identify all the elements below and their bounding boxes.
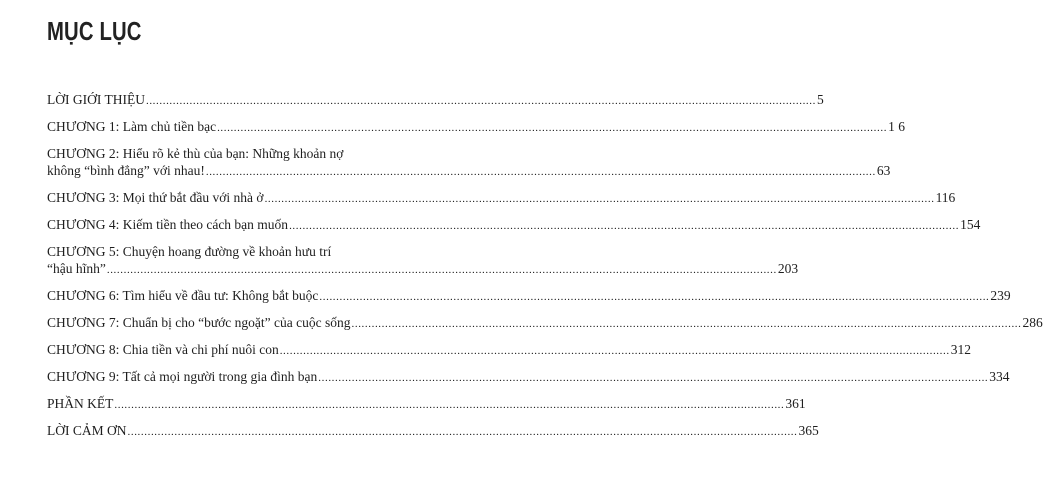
toc-entry-title-line1: CHƯƠNG 2: Hiểu rõ kẻ thù của bạn: Những khoản nợ: [47, 146, 344, 161]
toc-entry: [47, 287, 1011, 306]
toc-entry-title: PHẦN KẾT: [47, 396, 114, 411]
toc-entry: [47, 368, 1010, 387]
toc-entry: [47, 341, 971, 360]
dot-leader: ........................................................................................................................................................................................................: [289, 220, 960, 232]
dot-leader: ........................................................................................................................................................................................................: [351, 318, 1022, 330]
toc-entry: [47, 314, 1043, 333]
toc-page-number: 365: [798, 423, 819, 438]
toc-entry-title: CHƯƠNG 6: Tìm hiểu về đầu tư: Không bắt buộc: [47, 288, 319, 303]
toc-page-number: 154: [960, 217, 981, 232]
dot-leader: ........................................................................................................................................................................................................: [205, 166, 876, 178]
toc-entry-title: CHƯƠNG 9: Tất cả mọi người trong gia đình bạn: [47, 369, 318, 384]
dot-leader: ........................................................................................................................................................................................................: [279, 345, 950, 357]
toc-entry: [47, 145, 891, 181]
toc-page-number: 63: [876, 163, 891, 178]
toc-page-number: 361: [785, 396, 806, 411]
toc-entry-title-line1: CHƯƠNG 5: Chuyện hoang đường về khoản hưu trí: [47, 244, 332, 259]
dot-leader: ........................................................................................................................................................................................................: [318, 372, 989, 384]
toc-entry: [47, 118, 905, 137]
toc-entry-title: CHƯƠNG 3: Mọi thứ bắt đầu với nhà ở: [47, 190, 264, 205]
dot-leader: ........................................................................................................................................................................................................: [106, 264, 777, 276]
toc-entry: [47, 243, 799, 279]
toc-page-number: 286: [1022, 315, 1043, 330]
dot-leader: ........................................................................................................................................................................................................: [127, 426, 798, 438]
toc-page-number: 116: [935, 190, 956, 205]
dot-leader: ........................................................................................................................................................................................................: [145, 95, 816, 107]
toc-entry-title: CHƯƠNG 4: Kiếm tiền theo cách bạn muốn: [47, 217, 289, 232]
page-title: MỤC LỤC: [47, 16, 142, 46]
toc-entry-title: CHƯƠNG 8: Chia tiền và chi phí nuôi con: [47, 342, 279, 357]
toc-entry-title: CHƯƠNG 7: Chuẩn bị cho “bước ngoặt” của cuộc sống: [47, 315, 351, 330]
dot-leader: ........................................................................................................................................................................................................: [217, 122, 888, 134]
toc-entry: [47, 422, 819, 441]
toc-entry-title: LỜI CẢM ƠN: [47, 423, 127, 438]
toc-page-number: 5: [816, 92, 824, 107]
table-of-contents: [47, 91, 1043, 449]
toc-entry: [47, 189, 956, 208]
dot-leader: ........................................................................................................................................................................................................: [319, 291, 990, 303]
dot-leader: ........................................................................................................................................................................................................: [264, 193, 935, 205]
dot-leader: ........................................................................................................................................................................................................: [114, 399, 785, 411]
toc-page-number: 239: [990, 288, 1011, 303]
toc-entry: [47, 91, 824, 110]
toc-entry-title-line2: không “bình đẳng” với nhau!: [47, 163, 205, 178]
toc-entry-title-line2: “hậu hĩnh”: [47, 261, 106, 276]
toc-page-number: 1 6: [888, 119, 905, 134]
toc-page-number: 334: [989, 369, 1010, 384]
toc-entry-title: LỜI GIỚI THIỆU: [47, 92, 145, 107]
toc-entry-title: CHƯƠNG 1: Làm chủ tiền bạc: [47, 119, 217, 134]
toc-entry: [47, 395, 806, 414]
toc-page-number: 312: [950, 342, 971, 357]
toc-page-number: 203: [777, 261, 799, 276]
toc-entry: [47, 216, 981, 235]
